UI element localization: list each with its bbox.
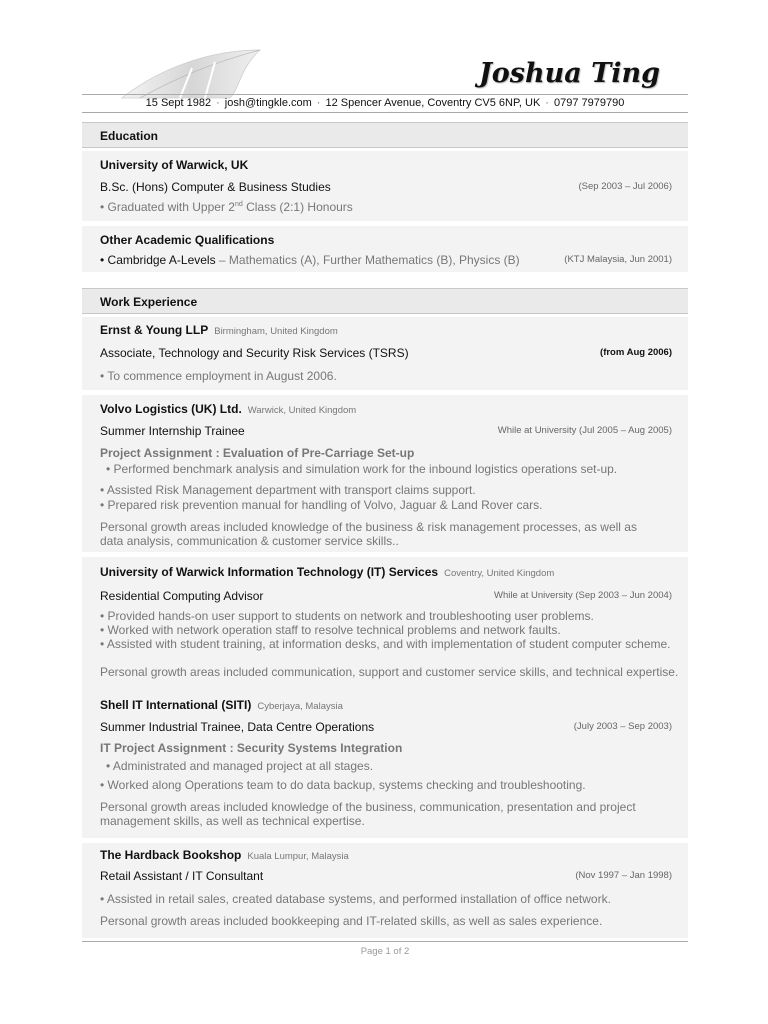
- education-bullet: • Graduated with Upper 2nd Class (2:1) Honours: [100, 200, 353, 214]
- employer-location: Birmingham, United Kingdom: [214, 326, 338, 337]
- leaf-logo-icon: [120, 48, 270, 100]
- a-levels-label: • Cambridge A-Levels: [100, 253, 216, 267]
- job-bullet: • Prepared risk prevention manual for handling of Volvo, Jaguar & Land Rover cars.: [100, 498, 543, 512]
- job-title: Retail Assistant / IT Consultant: [100, 869, 264, 883]
- job-title: Associate, Technology and Security Risk Services (TSRS): [100, 346, 409, 360]
- date-range: (July 2003 – Sep 2003): [573, 721, 672, 732]
- job-entry-hardback-bookshop: [82, 843, 688, 938]
- job-entry-shell: [82, 689, 688, 838]
- employer-name: University of Warwick Information Technology (IT) Services: [100, 565, 439, 579]
- job-entry-ernst-young: [82, 317, 688, 390]
- phone-number: 0797 7979790: [553, 97, 625, 109]
- employer-location: Kuala Lumpur, Malaysia: [247, 851, 349, 862]
- date-range: (KTJ Malaysia, Jun 2001): [564, 254, 672, 265]
- job-entry-volvo: [82, 395, 688, 552]
- job-bullet: • Assisted in retail sales, created database systems, and performed installation of office network.: [100, 892, 611, 906]
- growth-text: Personal growth areas included knowledge of the business, communication, presentation and project: [100, 800, 636, 814]
- job-title: Summer Industrial Trainee, Data Centre Operations: [100, 720, 375, 734]
- separator: ·: [545, 97, 549, 109]
- date-of-birth: 15 Sept 1982: [145, 97, 212, 109]
- date-range: (from Aug 2006): [600, 347, 672, 358]
- date-range: While at University (Jul 2005 – Aug 2005): [497, 425, 672, 436]
- section-heading-education: Education: [82, 122, 688, 148]
- growth-text: management skills, as well as technical expertise.: [100, 814, 365, 828]
- employer-location: Cyberjaya, Malaysia: [257, 701, 343, 712]
- job-bullet: • To commence employment in August 2006.: [100, 369, 337, 383]
- growth-text: Personal growth areas included knowledge of the business & risk management processes, as well as: [100, 520, 637, 534]
- employer-name: Ernst & Young LLP: [100, 323, 209, 337]
- employer-name: Volvo Logistics (UK) Ltd.: [100, 402, 242, 416]
- job-bullet: • Worked along Operations team to do data backup, systems checking and troubleshooting.: [100, 778, 586, 792]
- date-range: (Sep 2003 – Jul 2006): [578, 181, 672, 192]
- job-title: Residential Computing Advisor: [100, 589, 264, 603]
- section-heading-work-experience: Work Experience: [82, 288, 688, 314]
- employer-name: Shell IT International (SITI): [100, 698, 252, 712]
- job-bullet: • Administrated and managed project at all stages.: [106, 759, 374, 773]
- separator: ·: [316, 97, 321, 109]
- candidate-name: Joshua Ting: [479, 58, 660, 89]
- job-bullet: • Performed benchmark analysis and simulation work for the inbound logistics operations set-up.: [106, 462, 618, 476]
- institution-name: University of Warwick, UK: [100, 158, 249, 172]
- degree-title: B.Sc. (Hons) Computer & Business Studies: [100, 180, 331, 194]
- contact-line: [82, 94, 688, 113]
- project-assignment: IT Project Assignment : Security Systems Integration: [100, 741, 403, 755]
- education-entry-warwick: [82, 151, 688, 221]
- date-range: (Nov 1997 – Jan 1998): [575, 870, 672, 881]
- job-bullet: • Assisted with student training, at information desks, and with implementation of student computer scheme.: [100, 637, 671, 651]
- job-bullet: • Worked with network operation staff to resolve technical problems and network faults.: [100, 623, 561, 637]
- employer-name: The Hardback Bookshop: [100, 848, 242, 862]
- growth-text: Personal growth areas included communication, support and customer service skills, and technical expertise.: [100, 665, 679, 679]
- a-levels-subjects: – Mathematics (A), Further Mathematics (B), Physics (B): [215, 253, 520, 267]
- address: 12 Spencer Avenue, Coventry CV5 6NP, UK: [325, 97, 541, 109]
- job-bullet: • Assisted Risk Management department with transport claims support.: [100, 483, 476, 497]
- page-number: Page 1 of 2: [82, 941, 688, 957]
- other-qualifications-title: Other Academic Qualifications: [100, 233, 275, 247]
- education-entry-other: [82, 226, 688, 272]
- separator: ·: [216, 97, 220, 109]
- employer-location: Coventry, United Kingdom: [444, 568, 555, 579]
- growth-text: data analysis, communication & customer service skills..: [100, 534, 399, 548]
- job-bullet: • Provided hands-on user support to students on network and troubleshooting user problems.: [100, 609, 594, 623]
- employer-location: Warwick, United Kingdom: [247, 405, 357, 416]
- email-link[interactable]: josh@tingkle.com: [224, 97, 312, 109]
- date-range: While at University (Sep 2003 – Jun 2004): [494, 590, 672, 601]
- project-assignment: Project Assignment : Evaluation of Pre-Carriage Set-up: [100, 446, 415, 460]
- growth-text: Personal growth areas included bookkeeping and IT-related skills, as well as sales experience.: [100, 914, 603, 928]
- job-title: Summer Internship Trainee: [100, 424, 245, 438]
